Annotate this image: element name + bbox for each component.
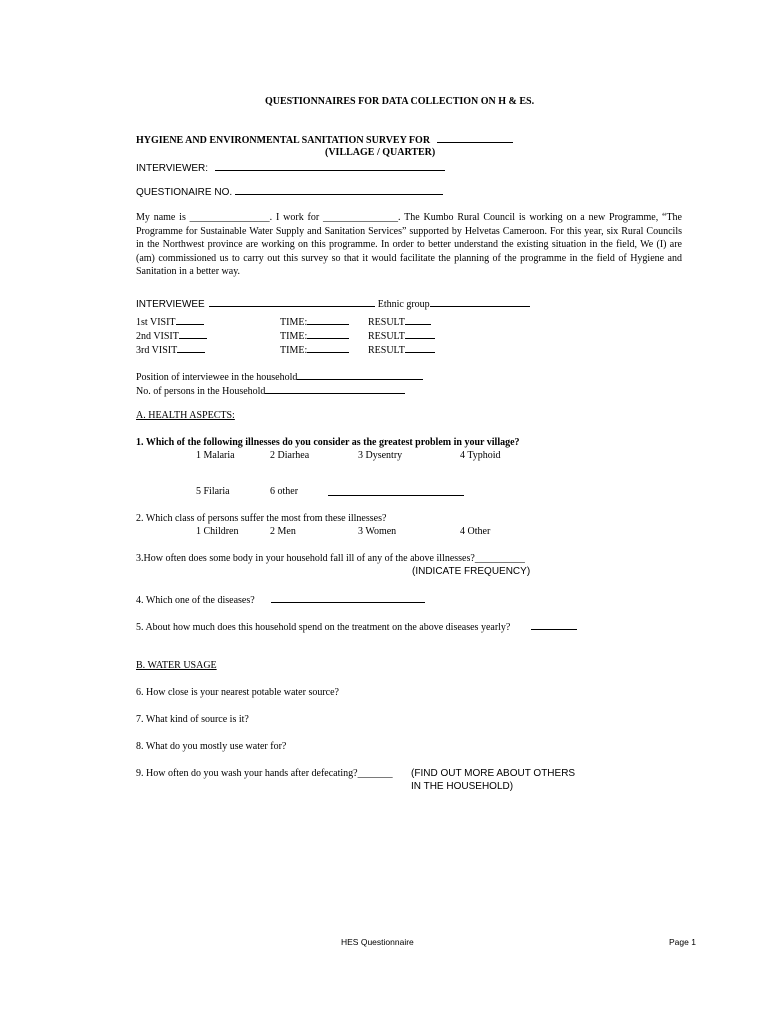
visit-3-label-row — [136, 342, 205, 357]
q9-note-line-2: IN THE HOUSEHOLD) — [411, 781, 514, 792]
persons-label: No. of persons in the Household — [136, 386, 266, 397]
position-row — [136, 369, 423, 384]
ethnic-group-blank — [430, 296, 530, 307]
q1-other-blank — [328, 485, 464, 496]
questionnaire-no-row — [136, 184, 443, 199]
visit-3-blank — [177, 342, 205, 353]
q9-text: 9. How often do you wash your hands after defecating?_______ — [136, 768, 393, 779]
visit-1-result-blank — [405, 314, 431, 325]
q1-option-5: 5 Filaria — [196, 486, 230, 497]
q7-text: 7. What kind of source is it? — [136, 714, 249, 725]
ethnic-group-label: Ethnic group — [377, 299, 430, 310]
q2-option-1: 1 Children — [196, 526, 239, 537]
q1-option-6: 6 other — [270, 486, 299, 497]
interviewer-blank — [215, 160, 445, 171]
interviewer-row — [136, 160, 445, 175]
position-blank — [297, 369, 423, 380]
visit-1-label-row — [136, 314, 204, 329]
q4-row — [136, 592, 425, 607]
intro-paragraph: My name is ________________. I work for _______________. The Kumbo Rural Council is working on a new Programme, “The Programme for Sustainable Water Supply and Sanitation Services” supported by Helvetas Cameroon. For this year, six Rural Councils in the Northwest province are working on this programme. In order to better understand the existing situation in the field, We (I) are (am) commissioned us to carry out this survey so that it would facilitate the planning of the programme in the field of Hygiene and Sanitation in a better way. — [136, 212, 682, 278]
interviewee-label: INTERVIEWEE — [136, 299, 205, 310]
village-blank — [437, 132, 513, 143]
visit-1-result: RESULT — [368, 317, 405, 328]
q1-text: 1. Which of the following illnesses do you consider as the greatest problem in your village? — [136, 437, 520, 448]
visit-1-time-row — [280, 314, 349, 329]
q5-row — [136, 619, 577, 634]
visit-2-result-row — [368, 328, 435, 343]
q1-option-4: 4 Typhoid — [460, 450, 501, 461]
survey-title — [136, 132, 513, 147]
visit-2-label: 2nd VISIT — [136, 331, 179, 342]
doc-title: QUESTIONNAIRES FOR DATA COLLECTION ON H & ES. — [265, 96, 535, 107]
visit-3-result: RESULT — [368, 345, 405, 356]
visit-2-time: TIME: — [280, 331, 308, 342]
q4-text: 4. Which one of the diseases? — [136, 595, 255, 606]
footer-page-number: Page 1 — [669, 937, 696, 947]
visit-2-result: RESULT — [368, 331, 405, 342]
visit-1-blank — [176, 314, 204, 325]
questionnaire-no-blank — [235, 184, 443, 195]
visit-3-label: 3rd VISIT — [136, 345, 178, 356]
position-label: Position of interviewee in the household — [136, 372, 298, 383]
section-a-heading: A. HEALTH ASPECTS: — [136, 410, 235, 421]
interviewee-blank — [209, 296, 375, 307]
interviewer-label: INTERVIEWER: — [136, 163, 209, 174]
visit-2-result-blank — [405, 328, 435, 339]
q2-option-4: 4 Other — [460, 526, 491, 537]
persons-blank — [265, 383, 405, 394]
q1-option-2: 2 Diarhea — [270, 450, 310, 461]
q5-text: 5. About how much does this household spend on the treatment on the above diseases yearly? — [136, 622, 511, 633]
q3-note: (INDICATE FREQUENCY) — [412, 566, 531, 577]
q2-option-2: 2 Men — [270, 526, 296, 537]
footer-title: HES Questionnaire — [341, 937, 414, 947]
survey-subtitle: (VILLAGE / QUARTER) — [325, 147, 436, 158]
visit-2-time-blank — [307, 328, 349, 339]
visit-2-label-row — [136, 328, 207, 343]
q2-option-3: 3 Women — [358, 526, 397, 537]
q5-blank — [531, 619, 577, 630]
visit-2-blank — [179, 328, 207, 339]
q1-option-1: 1 Malaria — [196, 450, 235, 461]
visit-3-time-blank — [307, 342, 349, 353]
q6-text: 6. How close is your nearest potable water source? — [136, 687, 339, 698]
visit-3-time-row — [280, 342, 349, 357]
q9-note-line-1: (FIND OUT MORE ABOUT OTHERS — [411, 768, 576, 779]
q8-text: 8. What do you mostly use water for? — [136, 741, 287, 752]
q2-text: 2. Which class of persons suffer the most from these illnesses? — [136, 513, 387, 524]
section-b-heading: B. WATER USAGE — [136, 660, 217, 671]
q4-blank — [271, 592, 425, 603]
q1-other-row — [328, 485, 464, 500]
q3-text: 3.How often does some body in your household fall ill of any of the above illnesses?__________ — [136, 553, 525, 564]
visit-1-label: 1st VISIT — [136, 317, 176, 328]
interviewee-row — [136, 296, 530, 311]
questionnaire-no-label: QUESTIONAIRE NO. — [136, 187, 233, 198]
visit-3-result-blank — [405, 342, 435, 353]
q1-option-3: 3 Dysentry — [358, 450, 403, 461]
survey-title-text: HYGIENE AND ENVIRONMENTAL SANITATION SURVEY FOR — [136, 135, 431, 146]
visit-1-time: TIME: — [280, 317, 308, 328]
visit-3-time: TIME: — [280, 345, 308, 356]
visit-1-result-row — [368, 314, 431, 329]
visit-3-result-row — [368, 342, 435, 357]
persons-row — [136, 383, 405, 398]
visit-1-time-blank — [307, 314, 349, 325]
visit-2-time-row — [280, 328, 349, 343]
